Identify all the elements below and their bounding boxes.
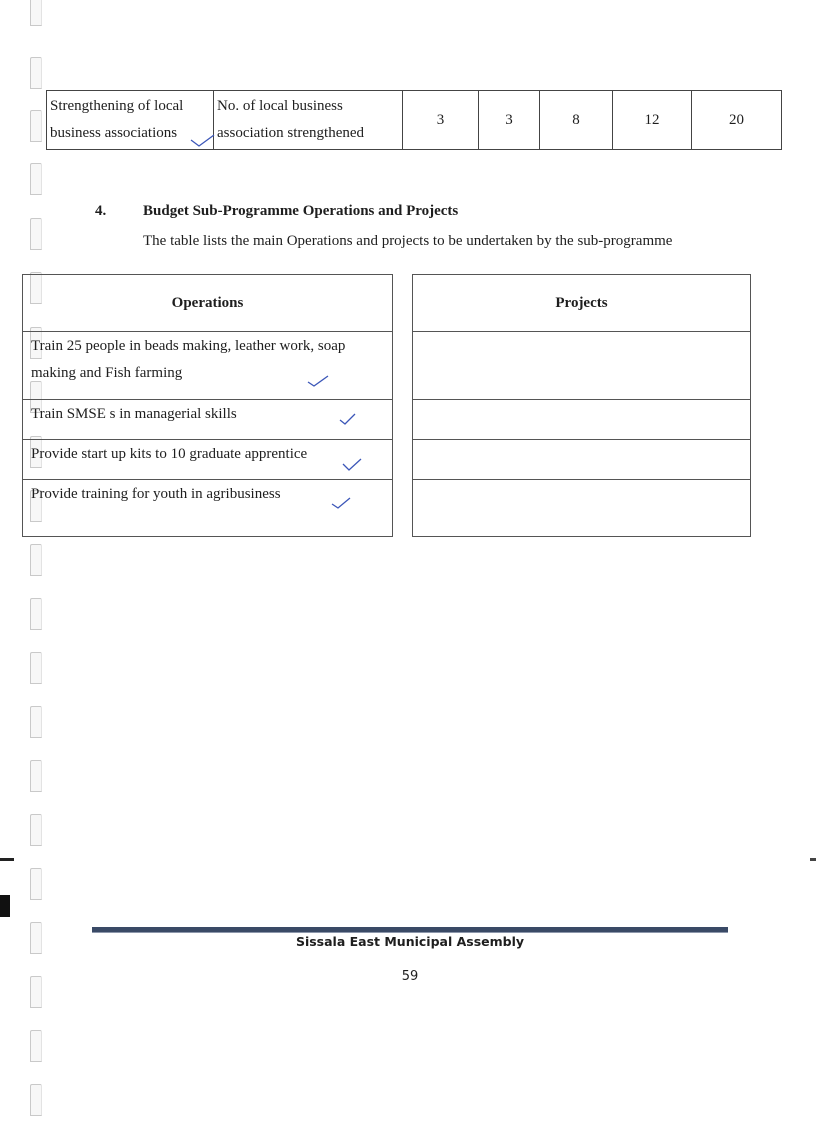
checkmark-icon xyxy=(307,374,329,388)
table-row xyxy=(47,91,782,150)
section-title: Budget Sub-Programme Operations and Projects xyxy=(143,203,459,219)
section-heading xyxy=(95,203,458,220)
footer-rule xyxy=(92,927,728,933)
checkmark-icon xyxy=(337,412,359,426)
table-row xyxy=(413,440,751,480)
section-number: 4. xyxy=(95,203,107,219)
table-header-row xyxy=(23,275,393,332)
value-cell: 3 xyxy=(479,91,540,150)
operation-text: Train 25 people in beads making, leather work, soap making and Fish farming xyxy=(31,338,346,381)
binding-mark xyxy=(30,814,42,846)
value-cell: 8 xyxy=(540,91,613,150)
page-number: 59 xyxy=(401,969,419,984)
binding-mark xyxy=(30,706,42,738)
binding-mark xyxy=(30,868,42,900)
projects-header: Projects xyxy=(413,275,751,332)
checkmark-icon xyxy=(330,496,352,510)
operation-text: Provide start up kits to 10 graduate apprentice xyxy=(31,446,308,462)
operation-item xyxy=(23,400,393,440)
scan-edge-mark xyxy=(810,858,816,861)
table-row xyxy=(413,332,751,400)
binding-mark xyxy=(30,163,42,195)
binding-mark xyxy=(30,1030,42,1062)
value-cell: 3 xyxy=(403,91,479,150)
table-row xyxy=(23,480,393,537)
binding-mark xyxy=(30,1084,42,1116)
operation-text: Train SMSE s in managerial skills xyxy=(31,406,237,422)
indicator-cell: No. of local business association strengthened xyxy=(214,91,403,150)
binding-mark xyxy=(30,760,42,792)
table-row xyxy=(23,332,393,400)
projects-table xyxy=(412,274,751,537)
project-item xyxy=(413,440,751,480)
operation-item xyxy=(23,332,393,400)
footer-organization: Sissala East Municipal Assembly xyxy=(295,934,525,949)
checkmark-icon xyxy=(190,134,216,148)
binding-mark xyxy=(30,598,42,630)
table-row xyxy=(413,400,751,440)
scan-edge-mark xyxy=(0,895,10,917)
project-item xyxy=(413,400,751,440)
table-row xyxy=(413,480,751,537)
binding-mark xyxy=(30,218,42,250)
table-header-row xyxy=(413,275,751,332)
operation-text: Provide training for youth in agribusiness xyxy=(31,486,281,502)
binding-mark xyxy=(30,0,42,26)
operation-item xyxy=(23,480,393,537)
operation-item xyxy=(23,440,393,480)
binding-mark xyxy=(30,544,42,576)
operations-header: Operations xyxy=(23,275,393,332)
project-item xyxy=(413,332,751,400)
table-row xyxy=(23,440,393,480)
spiral-binding xyxy=(30,0,44,1124)
scan-edge-mark xyxy=(0,858,14,861)
project-item xyxy=(413,480,751,537)
section-intro: The table lists the main Operations and projects to be undertaken by the sub-programme xyxy=(143,233,673,249)
output-cell: Strengthening of local business associations xyxy=(47,91,214,150)
value-cell: 20 xyxy=(692,91,782,150)
operations-table xyxy=(22,274,393,537)
indicator-table xyxy=(46,90,782,150)
value-cell: 12 xyxy=(613,91,692,150)
binding-mark xyxy=(30,652,42,684)
table-row xyxy=(23,400,393,440)
binding-mark xyxy=(30,110,42,142)
checkmark-icon xyxy=(341,458,363,472)
binding-mark xyxy=(30,57,42,89)
